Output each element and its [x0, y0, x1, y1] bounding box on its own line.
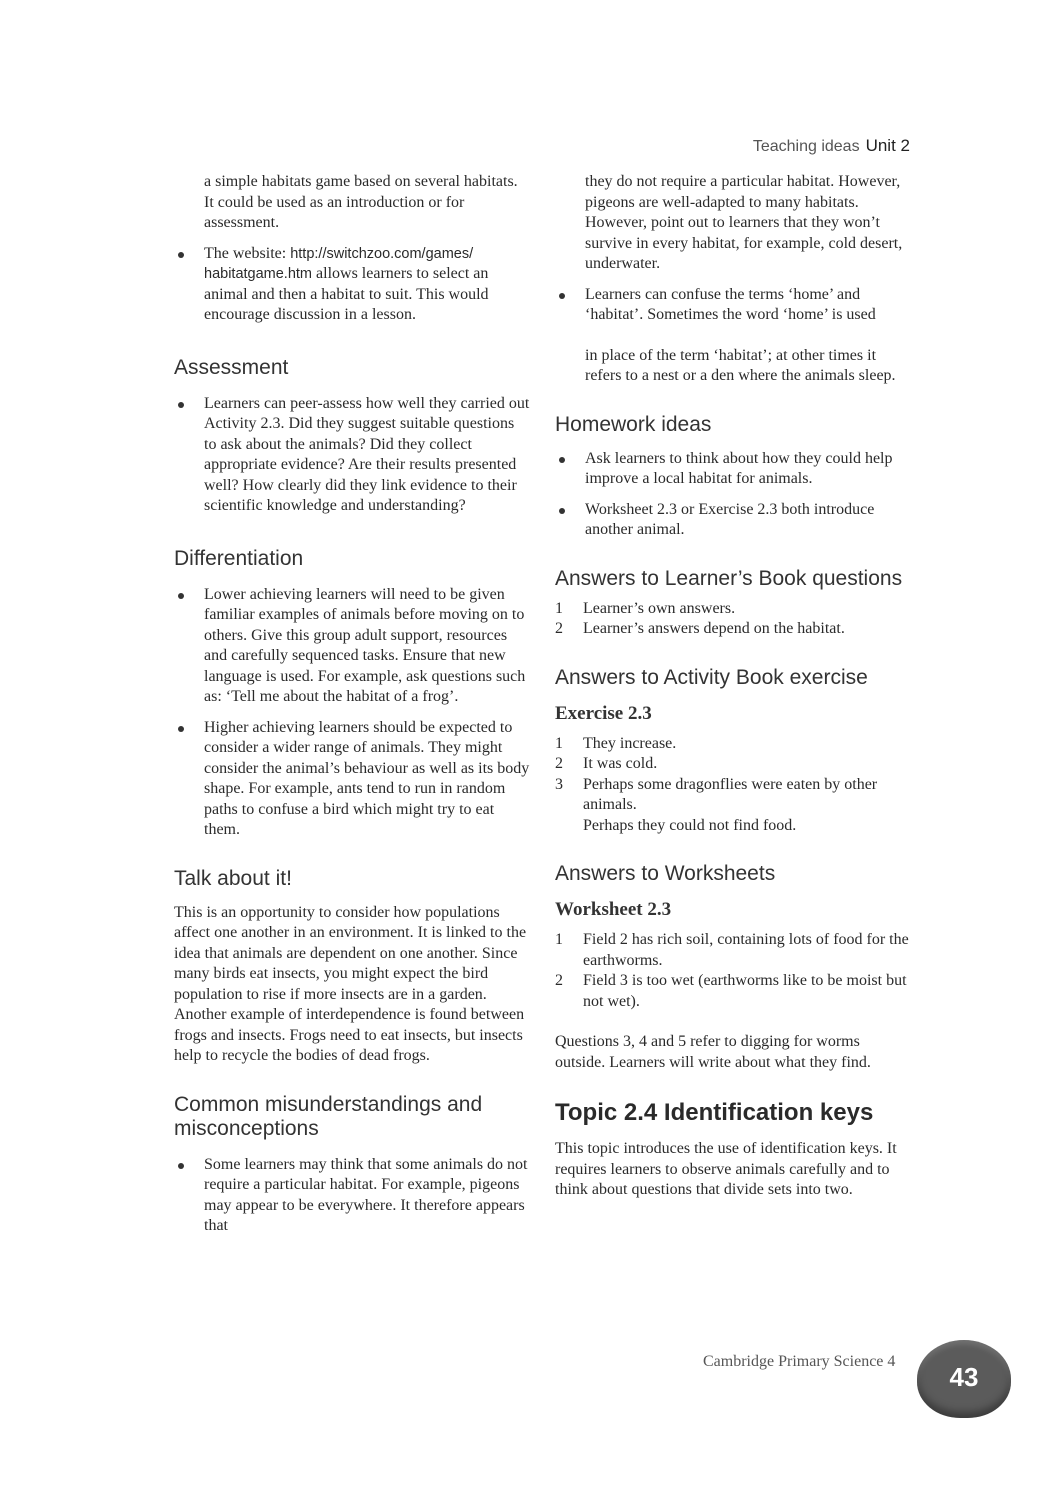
exercise-answers: [555, 734, 911, 837]
intro-continuation: a simple habitats game based on several habitats. It could be used as an introduction or for assessment.: [204, 173, 518, 231]
website-bullet-prefix: The website:: [204, 244, 291, 262]
right-column: [555, 172, 911, 1201]
misconceptions-bullet-2-continuation: in place of the term ‘habitat’; at other times it refers to a nest or a den where the animals sleep.: [585, 346, 896, 384]
differentiation-heading: Differentiation: [174, 546, 304, 570]
answer-item: [555, 754, 911, 775]
learners-book-heading: Answers to Learner’s Book questions: [555, 566, 903, 590]
assessment-bullet: Learners can peer-assess how well they carried out Activity 2.3. Did they suggest suitable questions to ask about the animals? Did they collect appropriate evidence? Are their results presented well? How clearly did they link evidence to their scientific knowledge and understanding?: [174, 394, 530, 517]
answer-number: 2: [555, 620, 563, 637]
worksheets-heading: Answers to Worksheets: [555, 862, 776, 885]
website-link[interactable]: http://switchzoo.com/games/ habitatgame.htm: [204, 245, 474, 282]
learners-book-answers: [555, 599, 911, 640]
answer-number: 1: [555, 734, 563, 752]
answer-text: They increase.: [583, 734, 677, 752]
homework-bullet-1: Ask learners to think about how they could help improve a local habitat for animals.: [555, 449, 911, 490]
topic-heading: Topic 2.4 Identification keys: [555, 1099, 874, 1126]
talk-heading: Talk about it!: [174, 866, 292, 890]
differentiation-bullet-1: Lower achieving learners will need to be given familiar examples of animals before moving on to others. Give this group adult support, resources and carefully sequenced tasks. Ensure that new language is used. For example, ask questions such as: ‘Tell me about the habitat of a frog’.: [174, 585, 530, 708]
misconceptions-continuation: they do not require a particular habitat. However, pigeons are well-adapted to many habitats. However, point out to learners that they won’t survive in every habitat, for example, cold desert, underwater.: [585, 173, 903, 272]
page-number-badge: [917, 1340, 1011, 1418]
topic-paragraph: This topic introduces the use of identification keys. It requires learners to observe animals carefully and to think about questions that divide sets into two.: [555, 1140, 897, 1198]
talk-paragraph: This is an opportunity to consider how populations affect one another in an environment. It is linked to the idea that animals are dependent on one another. Since many birds eat insects, you might expect the bird population to rise if more insects are in a garden. Another example of interdependence is found between frogs and insects. Frogs need to eat insects, but insects help to recycle the bodies of dead frogs.: [174, 903, 527, 1064]
misconceptions-bullet-2: Learners can confuse the terms ‘home’ and ‘habitat’. Sometimes the word ‘home’ is used: [555, 285, 911, 326]
answer-item: [555, 930, 911, 971]
answer-text: Field 2 has rich soil, containing lots of food for the earthworms.: [583, 931, 909, 969]
homework-heading: Homework ideas: [555, 412, 712, 436]
misconceptions-bullet-1: Some learners may think that some animals do not require a particular habitat. For example, pigeons may appear to be everywhere. It therefore appears that: [174, 1155, 530, 1237]
activity-book-heading: Answers to Activity Book exercise: [555, 665, 868, 689]
answer-text: It was cold.: [583, 755, 658, 772]
answer-text: Perhaps some dragonflies were eaten by other animals.: [583, 775, 878, 813]
answer-text: Field 3 is too wet (earthworms like to be moist but not wet).: [583, 972, 907, 1010]
answer-number: 3: [555, 775, 563, 793]
answer-text: Learner’s own answers.: [583, 599, 736, 617]
book-title-footer: Cambridge Primary Science 4: [703, 1353, 896, 1370]
answer-item: [555, 599, 911, 620]
header-unit: Unit 2: [865, 136, 910, 155]
answer-number: 1: [555, 599, 563, 617]
answer-item: [555, 619, 911, 640]
exercise-heading: Exercise 2.3: [555, 702, 652, 724]
answer-item: [555, 971, 911, 1012]
worksheet-note: Questions 3, 4 and 5 refer to digging for worms outside. Learners will write about what they find.: [555, 1033, 871, 1071]
website-bullet: [174, 244, 530, 326]
running-header: [753, 136, 910, 156]
worksheet-answers: [555, 930, 911, 1012]
misconceptions-heading: Common misunderstandings and misconceptions: [174, 1092, 483, 1140]
website-bullet-rest: allows learners to select an animal and then a habitat to suit. This would encourage discussion in a lesson.: [204, 265, 489, 323]
worksheet-heading: Worksheet 2.3: [555, 899, 672, 920]
differentiation-bullet-2: Higher achieving learners should be expected to consider a wider range of animals. They might consider the animal’s behaviour as well as its body shape. For example, ants tend to run in random paths to confuse a bird which might try to eat them.: [174, 718, 530, 841]
answer-text: Learner’s answers depend on the habitat.: [583, 620, 845, 637]
answer-item-extra: Perhaps they could not find food.: [583, 816, 797, 834]
answer-item: [555, 734, 911, 755]
answer-number: 1: [555, 931, 563, 948]
answer-number: 2: [555, 972, 563, 989]
answer-number: 2: [555, 755, 563, 772]
homework-bullet-2: Worksheet 2.3 or Exercise 2.3 both introduce another animal.: [555, 500, 911, 541]
header-section: Teaching ideas: [752, 138, 860, 155]
page-number: 43: [949, 1362, 979, 1392]
answer-item: [555, 775, 911, 816]
left-column: [174, 172, 530, 1237]
assessment-heading: Assessment: [174, 355, 289, 379]
